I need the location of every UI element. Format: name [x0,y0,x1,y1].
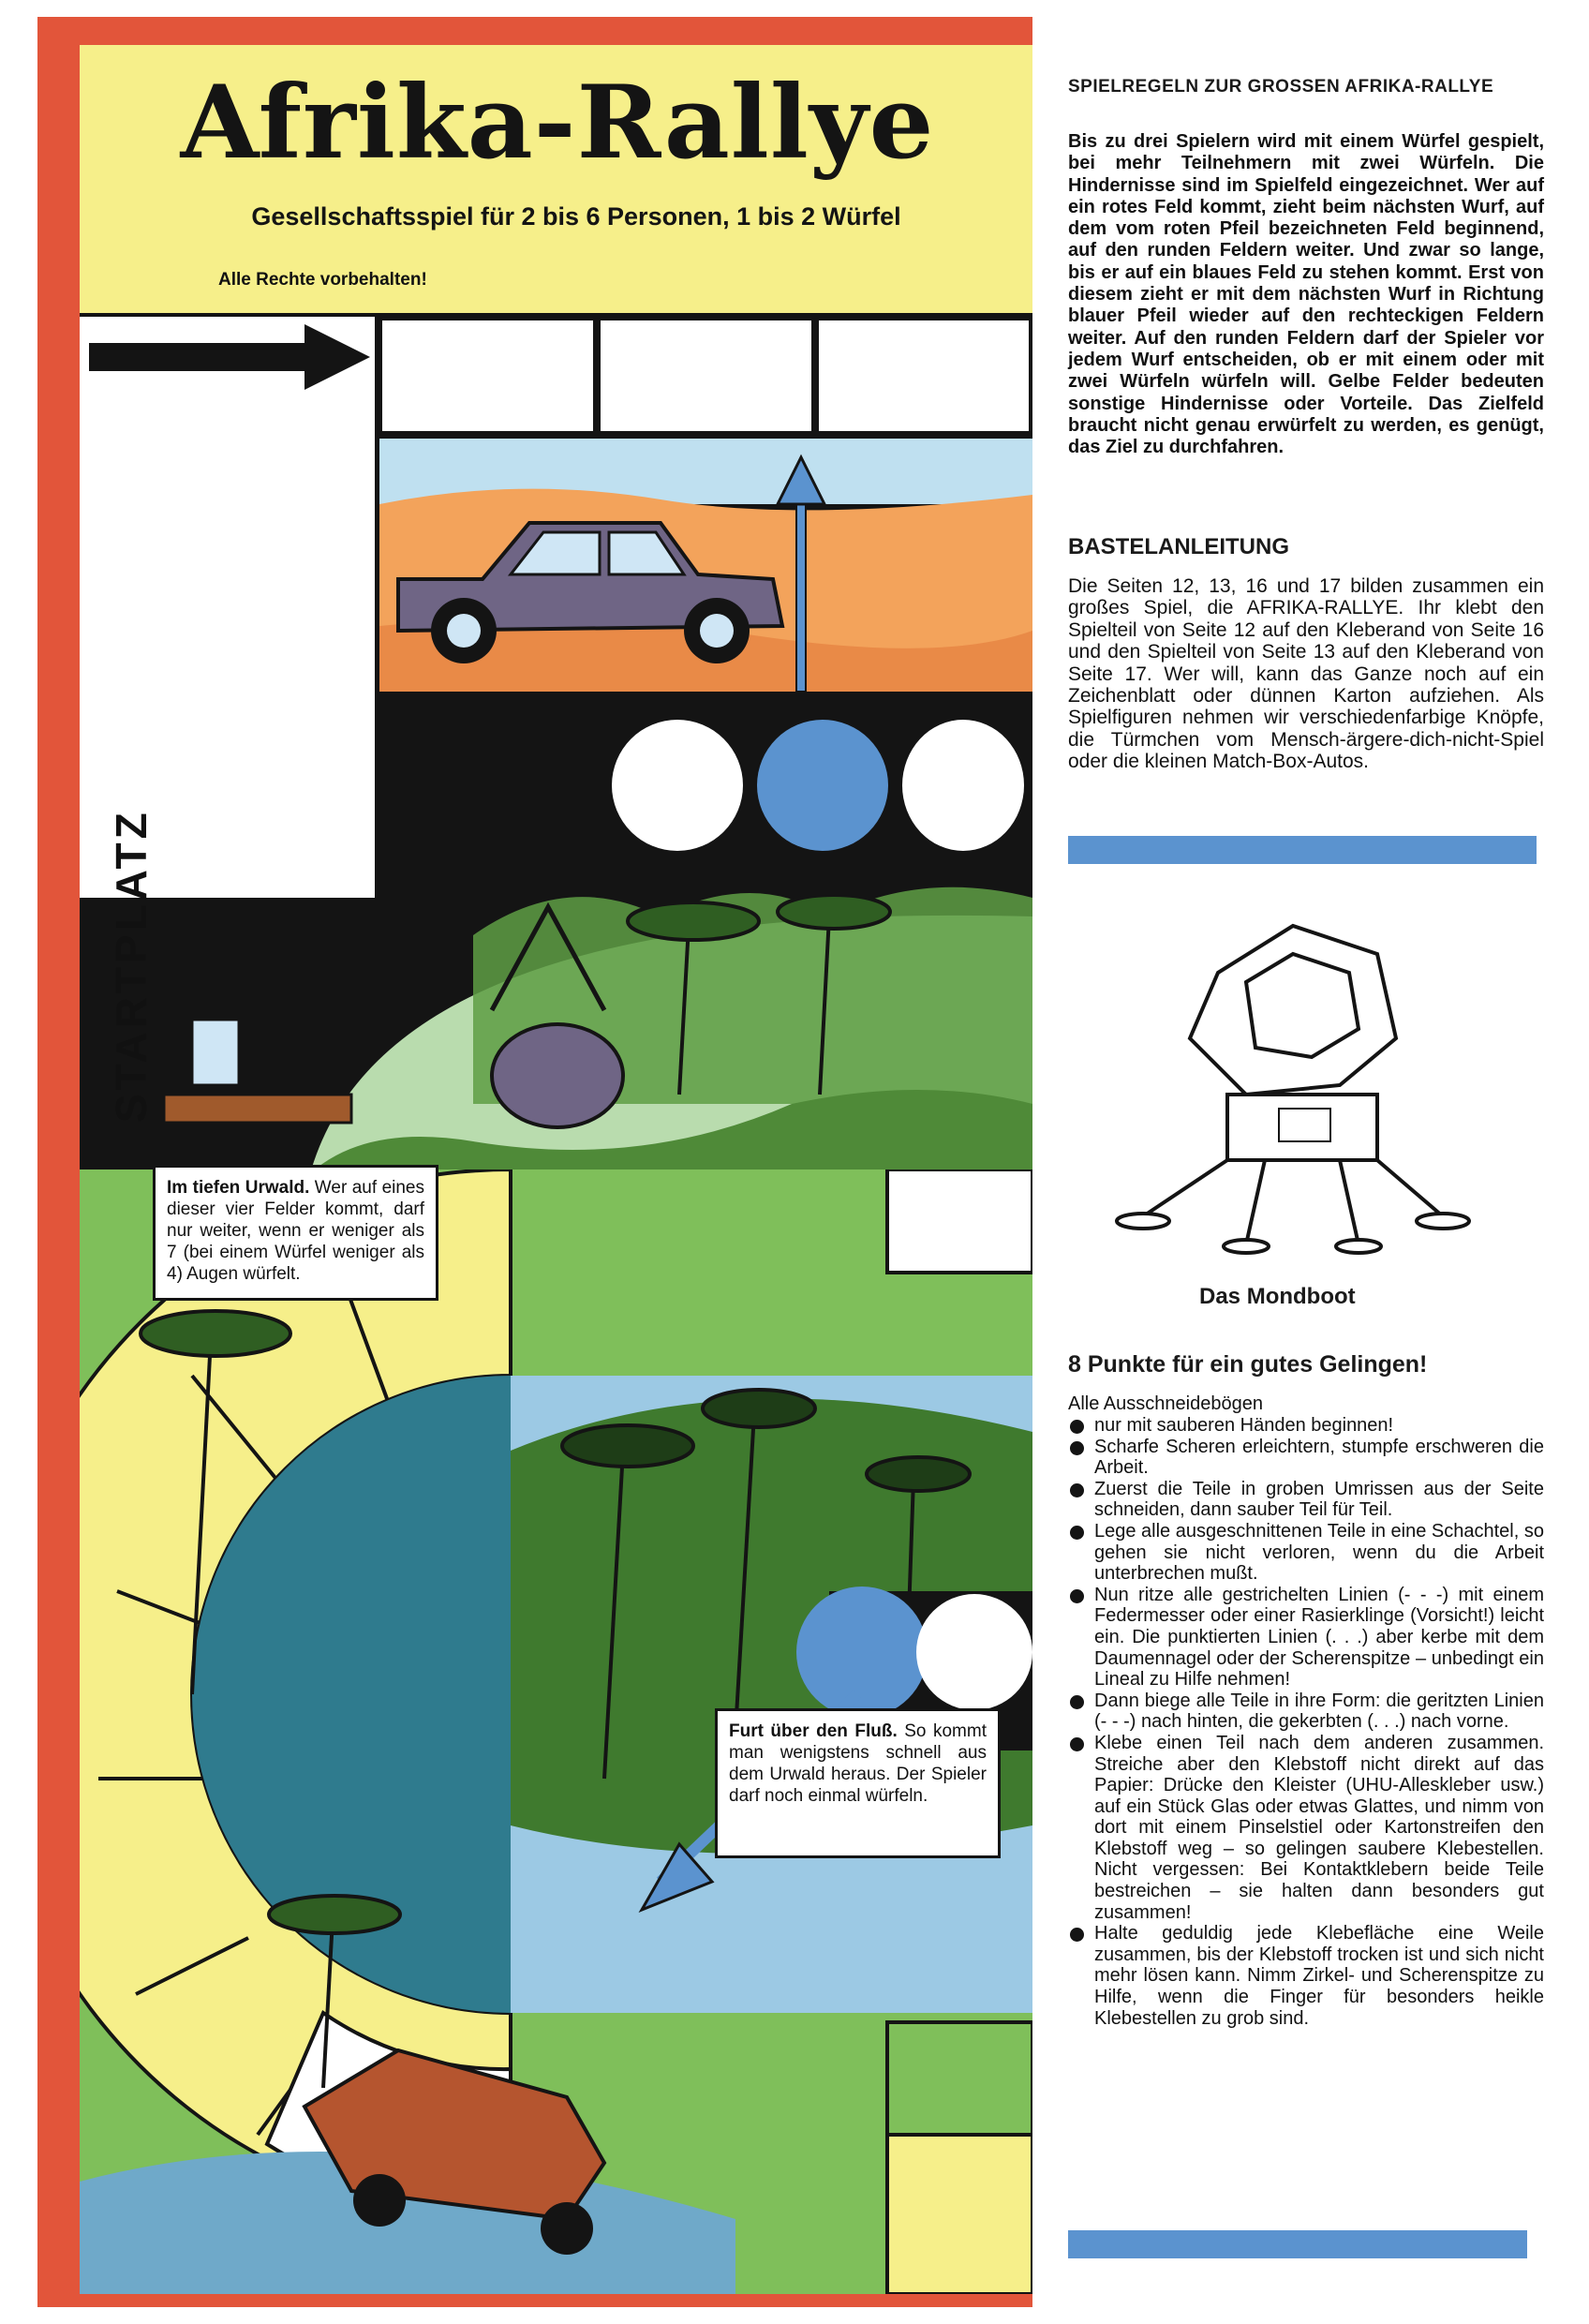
list-item: Klebe einen Teil nach dem anderen zusammen. Streiche aber den Klebstoff nicht direkt auf das Papier: Drücke den Kleister (UHU-Alleskleber usw.) auf ein Stück Glas oder etwas Glattes, und nimm von dort mit einem Pinselstiel oder Kartonstreifen den Klebstoff weg – so gelingen saubere Klebestellen. Nicht vergessen: Bei Kontaktklebern beide Teile bestreichen – sie halten dann besonders gut zusammen! [1068,1733,1544,1923]
round-field [612,720,743,851]
rules-text: Bis zu drei Spielern wird mit einem Würfel gespielt, bei mehr Teilnehmern mit zwei Würfeln. Die Hindernisse sind im Spielfeld eingezeichnet. Wer auf ein rotes Feld kommt, zieht beim nächsten Wurf, auf dem vom roten Pfeil bezeichneten Feld beginnend, auf den runden Feldern weiter. Und zwar so lange, bis er auf ein blaues Feld zu stehen kommt. Erst von diesem zieht er mit dem nächsten Wurf in Richtung blauer Pfeil wieder auf den rechteckigen Feldern weiter. Auf den runden Feldern darf der Spieler vor jedem Wurf entscheiden, ob er mit einem oder mit zwei Würfeln würfeln will. Gelbe Felder bedeuten sonstige Hindernisse oder Vorteile. Das Zielfeld braucht nicht genau erwürfelt zu werden, es genügt, das Ziel zu durchfahren. [1068,131,1544,458]
list-item: Halte geduldig jede Klebefläche eine Weile zusammen, bis der Klebstoff trocken ist und sich nicht mehr lösen kann. Nimm Zirkel- und Scherenspitze zu Hilfe, wenn die Finger für besonders heikle Klebestellen zu grob sind. [1068,1923,1544,2029]
game-title: Afrika-Rallye [180,64,935,182]
list-item: nur mit sauberen Händen beginnen! [1068,1415,1544,1437]
title-panel [80,45,1032,317]
board-field [597,317,815,435]
board-field [379,317,597,435]
start-label: STARTPLATZ [107,809,156,1123]
list-item: Zuerst die Teile in groben Umrissen aus der Seite schneiden, dann sauber Teil für Teil. [1068,1479,1544,1521]
rules-heading: SPIELREGELN ZUR GROSSEN AFRIKA-RALLYE [1068,77,1494,97]
bullet-icon [1070,1695,1084,1709]
bullet-icon [1070,1928,1084,1942]
moonboat-illustration [1106,898,1480,1273]
callout-urwald-title: Im tiefen Urwald. [167,1178,310,1198]
callout-furt [715,1708,1001,1858]
game-subtitle: Gesellschaftsspiel für 2 bis 6 Personen, 1 bis 2 Würfel [251,202,901,231]
bullet-icon [1070,1589,1084,1603]
callout-furt-text: So kommt man wenigstens schnell aus dem Urwald heraus. Der Spieler darf noch einmal würfeln. [729,1721,987,1806]
game-board-inner [80,45,1032,2294]
bullet-icon [1070,1737,1084,1751]
jungle-village-illustration [80,860,1032,1198]
moonboat-caption: Das Mondboot [1199,1284,1356,1309]
list-item: Lege alle ausgeschnittenen Teile in eine Schachtel, so gehen sie nicht verloren, wenn du die Arbeit unterbrechen mußt. [1068,1521,1544,1585]
round-field-blue [757,720,888,851]
game-board [37,17,1032,2307]
list-item: Nun ritze alle gestrichelten Linien (- - -) mit einem Federmesser oder einer Rasierklinge (Vorsicht!) leicht ein. Die punktierten Linien (. . .) aber kerbe mit dem Daumennagel oder der Scherenspitze – unbedingt ein Lineal zu Hilfe nehmen! [1068,1585,1544,1691]
list-item: Dann biege alle Teile in ihre Form: die geritzten Linien (- - -) nach hinten, die gekerbten (. . .) nach vorne. [1068,1691,1544,1733]
start-area [80,317,379,1123]
tips-list [1068,1415,1544,2029]
round-field [902,720,1024,851]
tips-heading: 8 Punkte für ein gutes Gelingen! [1068,1351,1428,1378]
bullet-icon [1070,1420,1084,1434]
instructions-column [1068,0,1555,2324]
bullet-icon [1070,1526,1084,1540]
callout-furt-title: Furt über den Fluß. [729,1721,898,1741]
divider-bar [1068,836,1537,864]
bastel-text: Die Seiten 12, 13, 16 und 17 bilden zusammen ein großes Spiel, die AFRIKA-RALLYE. Ihr klebt den Spielteil von Seite 12 auf den Kleberand von Seite 16 und den Spielteil von Seite 13 auf den Kleberand von Seite 17. Wer will, kann das Ganze noch auf ein Zeichenblatt oder dünnen Karton aufziehen. Als Spielfiguren nehmen wir verschiedenfarbige Knöpfe, die Türmchen vom Mensch-ärgere-dich-nicht-Spiel oder die kleinen Match-Box-Autos. [1068,575,1544,773]
bullet-icon [1070,1441,1084,1455]
desert-car-illustration [379,439,1032,692]
callout-urwald-text: Wer auf eines dieser vier Felder kommt, darf nur weiter, wenn er weniger als 7 (bei einem Würfel weniger als 4) Augen würfelt. [167,1178,425,1284]
divider-bar [1068,2230,1527,2258]
start-arrow-icon [89,324,370,390]
board-field [815,317,1032,435]
callout-urwald [153,1165,438,1301]
bullet-icon [1070,1483,1084,1497]
tips-intro: Alle Ausschneidebögen [1068,1393,1263,1414]
rights-note: Alle Rechte vorbehalten! [218,270,427,290]
list-item: Scharfe Scheren erleichtern, stumpfe erschweren die Arbeit. [1068,1437,1544,1479]
bastel-heading: BASTELANLEITUNG [1068,534,1289,559]
